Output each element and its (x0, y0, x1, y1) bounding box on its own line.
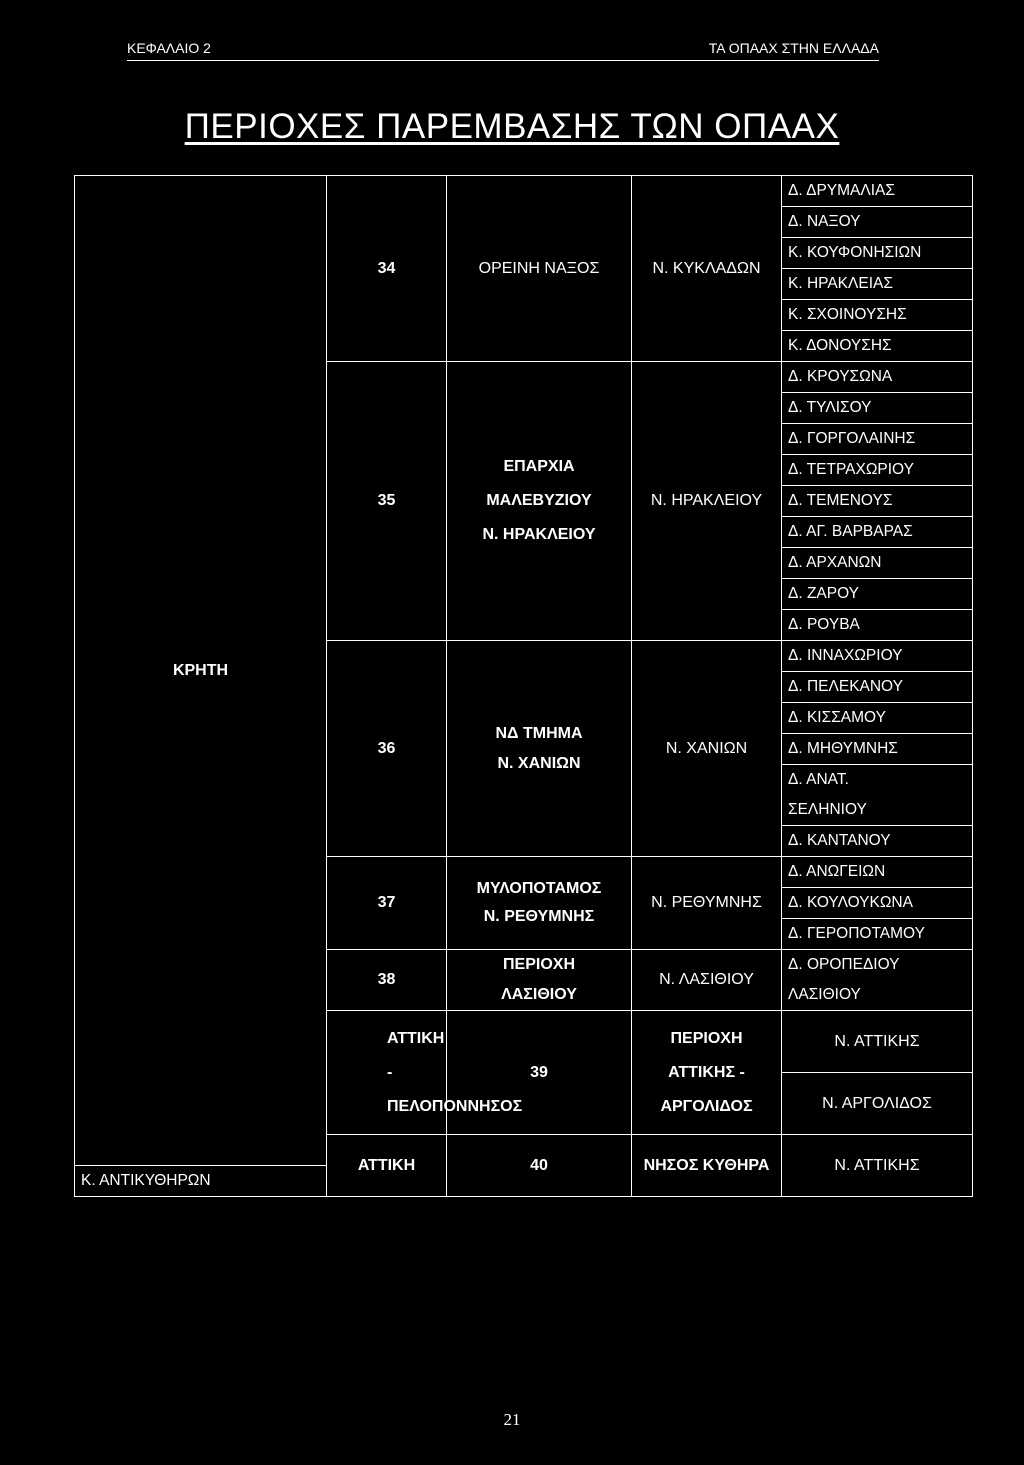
prefecture-cell: Ν. ΑΤΤΙΚΗΣ (782, 1135, 973, 1197)
region-cell: ΑΤΤΙΚΗ - ΠΕΛΟΠΟΝΝΗΣΟΣ (327, 1011, 447, 1135)
region-cell: ΚΡΗΤΗ (75, 176, 327, 1166)
area-number: 35 (327, 362, 447, 641)
table-row (75, 176, 973, 207)
area-name: ΜΥΛΟΠΟΤΑΜΟΣ Ν. ΡΕΘΥΜΝΗΣ (447, 857, 632, 950)
area-name: ΝΗΣΟΣ ΚΥΘΗΡΑ (632, 1135, 782, 1197)
area-number: 34 (327, 176, 447, 362)
municipality-cell: Κ. ΣΧΟΙΝΟΥΣΗΣ (782, 300, 973, 331)
municipality-cell: Κ. ΑΝΤΙΚΥΘΗΡΩΝ (75, 1166, 327, 1197)
area-number: 40 (447, 1135, 632, 1197)
region-cell: ΑΤΤΙΚΗ (327, 1135, 447, 1197)
municipality-cell: Δ. ΚΡΟΥΣΩΝΑ (782, 362, 973, 393)
area-name: ΟΡΕΙΝΗ ΝΑΞΟΣ (447, 176, 632, 362)
chapter-label: ΚΕΦΑΛΑΙΟ 2 (127, 40, 211, 56)
municipality-cell: Κ. ΗΡΑΚΛΕΙΑΣ (782, 269, 973, 300)
municipality-cell: Δ. ΚΟΥΛΟΥΚΩΝΑ (782, 888, 973, 919)
area-name: ΕΠΑΡΧΙΑ ΜΑΛΕΒΥΖΙΟΥ Ν. ΗΡΑΚΛΕΙΟΥ (447, 362, 632, 641)
municipality-cell: Δ. ΡΟΥΒΑ (782, 610, 973, 641)
municipality-cell: Δ. ΓΕΡΟΠΟΤΑΜΟΥ (782, 919, 973, 950)
prefecture-cell: Ν. ΑΡΓΟΛΙΔΟΣ (782, 1073, 973, 1135)
area-number: 36 (327, 641, 447, 857)
municipality-cell: Δ. ΤΥΛΙΣΟΥ (782, 393, 973, 424)
municipality-cell: Δ. ΙΝΝΑΧΩΡΙΟΥ (782, 641, 973, 672)
municipality-cell: Δ. ΑΓ. ΒΑΡΒΑΡΑΣ (782, 517, 973, 548)
municipality-cell: Δ. ΠΕΛΕΚΑΝΟΥ (782, 672, 973, 703)
prefecture-cell: Ν. ΡΕΘΥΜΝΗΣ (632, 857, 782, 950)
intervention-areas-table (74, 175, 973, 1197)
area-number: 39 (447, 1011, 632, 1135)
running-header (127, 40, 879, 61)
municipality-cell: Δ. ΜΗΘΥΜΝΗΣ (782, 734, 973, 765)
municipality-cell: Δ. ΤΕΤΡΑΧΩΡΙΟΥ (782, 455, 973, 486)
municipality-cell: Δ. ΚΙΣΣΑΜΟΥ (782, 703, 973, 734)
municipality-cell: Κ. ΚΟΥΦΟΝΗΣΙΩΝ (782, 238, 973, 269)
prefecture-cell: Ν. ΗΡΑΚΛΕΙΟΥ (632, 362, 782, 641)
municipality-cell: Δ. ΑΝΑΤ. ΣΕΛΗΝΙΟΥ (782, 765, 973, 826)
prefecture-cell: Ν. ΧΑΝΙΩΝ (632, 641, 782, 857)
municipality-cell: Δ. ΔΡΥΜΑΛΙΑΣ (782, 176, 973, 207)
municipality-cell: Δ. ΟΡΟΠΕΔΙΟΥ ΛΑΣΙΘΙΟΥ (782, 950, 973, 1011)
prefecture-cell: Ν. ΚΥΚΛΑΔΩΝ (632, 176, 782, 362)
municipality-cell: Δ. ΤΕΜΕΝΟΥΣ (782, 486, 973, 517)
area-number: 38 (327, 950, 447, 1011)
municipality-cell: Κ. ΔΟΝΟΥΣΗΣ (782, 331, 973, 362)
page-number: 21 (503, 1410, 521, 1429)
area-name: ΠΕΡΙΟΧΗ ΑΤΤΙΚΗΣ - ΑΡΓΟΛΙΔΟΣ (632, 1011, 782, 1135)
municipality-cell: Δ. ΝΑΞΟΥ (782, 207, 973, 238)
page-title: ΠΕΡΙΟΧΕΣ ΠΑΡΕΜΒΑΣΗΣ ΤΩΝ ΟΠΑΑΧ (184, 107, 840, 146)
area-name: ΝΔ ΤΜΗΜΑ Ν. ΧΑΝΙΩΝ (447, 641, 632, 857)
municipality-cell: Δ. ΑΡΧΑΝΩΝ (782, 548, 973, 579)
municipality-cell: Δ. ΚΑΝΤΑΝΟΥ (782, 826, 973, 857)
prefecture-cell: Ν. ΑΤΤΙΚΗΣ (782, 1011, 973, 1073)
municipality-cell: Δ. ΑΝΩΓΕΙΩΝ (782, 857, 973, 888)
area-name: ΠΕΡΙΟΧΗ ΛΑΣΙΘΙΟΥ (447, 950, 632, 1011)
running-title: ΤΑ ΟΠΑΑΧ ΣΤΗΝ ΕΛΛΑΔΑ (708, 40, 879, 56)
municipality-cell: Δ. ΖΑΡΟΥ (782, 579, 973, 610)
municipality-cell: Δ. ΓΟΡΓΟΛΑΙΝΗΣ (782, 424, 973, 455)
area-number: 37 (327, 857, 447, 950)
prefecture-cell: Ν. ΛΑΣΙΘΙΟΥ (632, 950, 782, 1011)
